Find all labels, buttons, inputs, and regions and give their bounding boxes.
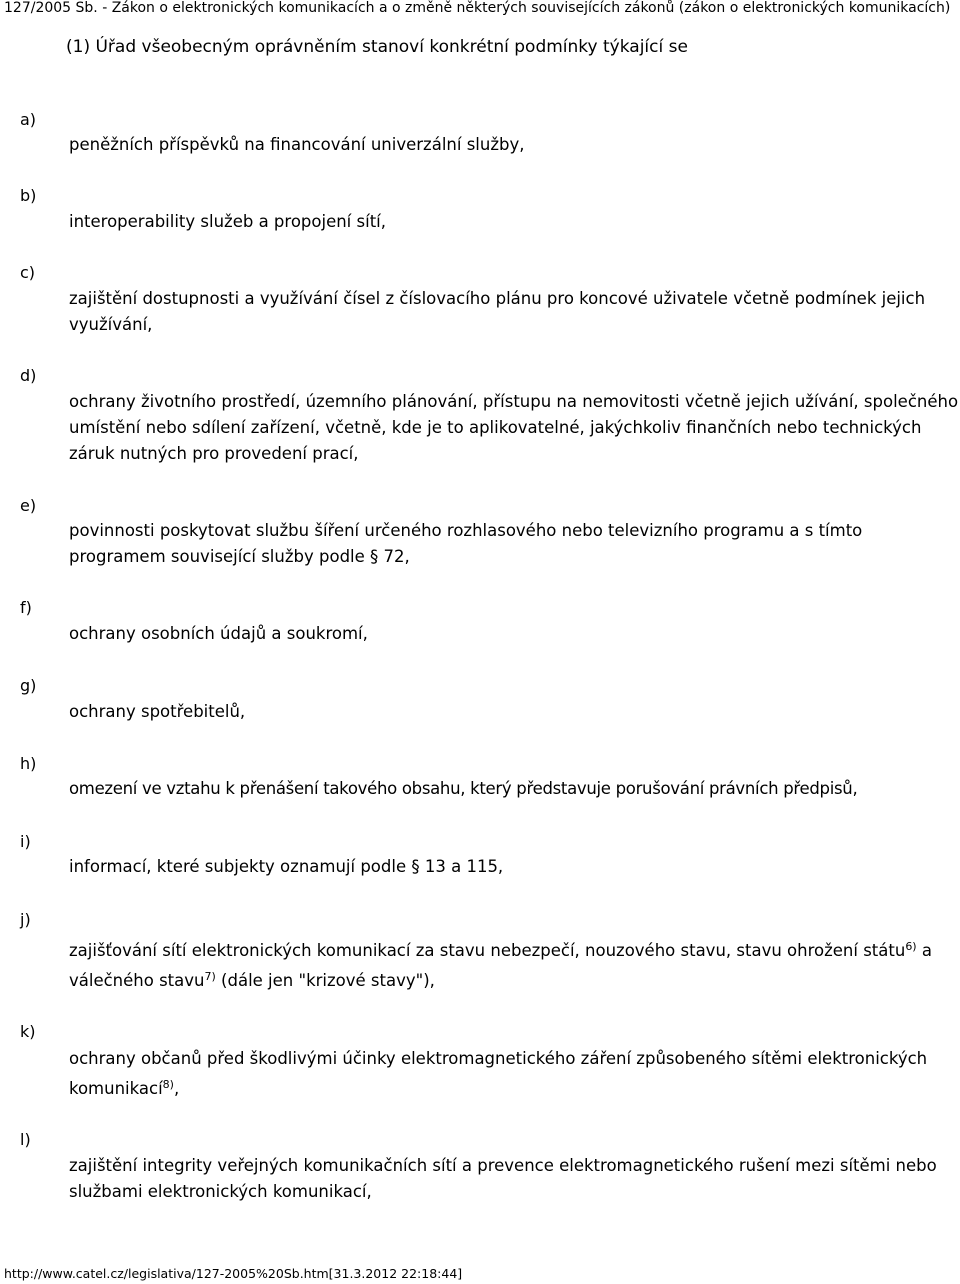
list-item-text xyxy=(69,1044,959,1104)
list-item-letter: f) xyxy=(20,598,32,617)
list-item-letter: c) xyxy=(20,263,36,282)
text-segment: (dále jen "krizové stavy"), xyxy=(215,971,435,990)
list-item-letter: j) xyxy=(20,910,31,929)
list-item-text: interoperability služeb a propojení sítí, xyxy=(69,212,386,231)
list-item-text xyxy=(69,936,959,996)
footer-url: http://www.catel.cz/legislativa/127-2005%20Sb.htm[31.3.2012 22:18:44] xyxy=(4,1266,463,1281)
list-item-letter: a) xyxy=(20,110,37,129)
list-item-text: peněžních příspěvků na financování univerzální služby, xyxy=(69,135,525,154)
text-segment: zajišťování sítí elektronických komunikací za stavu nebezpečí, nouzového stavu, stavu ohrožení státu xyxy=(69,941,906,960)
list-item-text: omezení ve vztahu k přenášení takového obsahu, který představuje porušování právních předpisů, xyxy=(69,779,858,798)
footnote-ref: 8) xyxy=(162,1078,174,1091)
text-segment: , xyxy=(173,1079,180,1098)
list-item-letter: g) xyxy=(20,676,37,695)
list-item-text: ochrany osobních údajů a soukromí, xyxy=(69,624,368,643)
list-item-letter: l) xyxy=(20,1130,31,1149)
list-item-letter: e) xyxy=(20,496,37,515)
footnote-ref: 6) xyxy=(905,940,917,953)
list-item-letter: k) xyxy=(20,1022,36,1041)
list-item-letter: d) xyxy=(20,366,37,385)
list-item-letter: i) xyxy=(20,832,31,851)
text-segment: ochrany občanů před škodlivými účinky elektromagnetického záření způsobeného sítěmi elektronických komunikací xyxy=(69,1049,928,1098)
list-item-letter: b) xyxy=(20,186,37,205)
list-item-text: ochrany spotřebitelů, xyxy=(69,702,246,721)
intro-paragraph: (1) Úřad všeobecným oprávněním stanoví konkrétní podmínky týkající se xyxy=(66,37,688,57)
footnote-ref: 7) xyxy=(204,970,216,983)
list-item-text: ochrany životního prostředí, územního plánování, přístupu na nemovitosti včetně jejich užívání, společného umístění nebo sdílení zařízení, včetně, kde je to aplikovatelné, jakýchkoliv finančních nebo technických záruk nutných pro provedení prací, xyxy=(69,392,959,463)
page-header: 127/2005 Sb. - Zákon o elektronických komunikacích a o změně některých souvisejících zákonů (zákon o elektronických komunikacích) xyxy=(4,0,951,16)
list-item-text: informací, které subjekty oznamují podle § 13 a 115, xyxy=(69,857,504,876)
list-item-text: povinnosti poskytovat službu šíření určeného rozhlasového nebo televizního programu a s tímto programem související služby podle § 72, xyxy=(69,521,863,566)
list-item-text: zajištění dostupnosti a využívání čísel z číslovacího plánu pro koncové uživatele včetně podmínek jejich využívání, xyxy=(69,289,926,334)
list-item-letter: h) xyxy=(20,754,37,773)
text-segment: a válečného stavu xyxy=(69,941,932,990)
list-item-text: zajištění integrity veřejných komunikačních sítí a prevence elektromagnetického rušení mezi sítěmi nebo službami elektronických komunikací, xyxy=(69,1156,937,1201)
